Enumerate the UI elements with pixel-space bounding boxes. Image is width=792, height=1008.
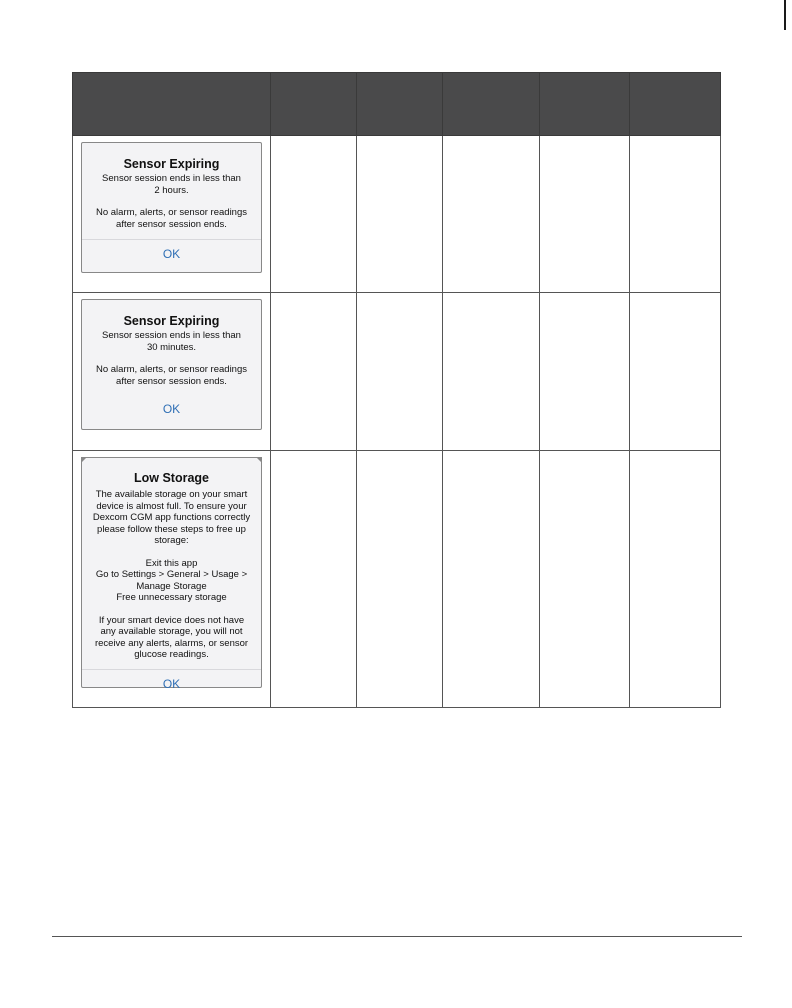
table-cell — [271, 293, 357, 451]
table-cell — [540, 293, 630, 451]
table-row — [73, 451, 721, 708]
table-cell — [271, 451, 357, 708]
table-cell — [443, 451, 540, 708]
warning-line: receive any alerts, alarms, or sensor — [94, 637, 249, 649]
table-cell — [630, 451, 721, 708]
crop-mark — [784, 0, 786, 30]
ok-button[interactable]: OK — [162, 676, 181, 691]
alerts-table — [72, 72, 721, 708]
table-header-row — [73, 73, 721, 136]
header-cell-4 — [443, 73, 540, 136]
notice-line: No alarm, alerts, or sensor readings — [95, 364, 247, 375]
warning-line: If your smart device does not have — [98, 614, 245, 626]
table-row — [73, 136, 721, 293]
step-line: Go to Settings > General > Usage > — [95, 569, 248, 580]
warning-line: glucose readings. — [134, 649, 209, 660]
message-line: Dexcom CGM app functions correctly — [92, 512, 251, 523]
notice-line: No alarm, alerts, or sensor readings — [95, 207, 247, 218]
table-cell — [357, 293, 443, 451]
table-cell — [630, 136, 721, 293]
ok-button[interactable]: OK — [162, 402, 181, 416]
alert-screenshot-cell — [73, 451, 271, 708]
step-line: Free unnecessary storage — [116, 592, 227, 603]
message-line: please follow these steps to free up — [97, 523, 246, 535]
message-line: 30 minutes. — [146, 341, 197, 353]
header-cell-3 — [357, 73, 443, 136]
alert-screenshot-cell — [73, 293, 271, 451]
table-cell — [630, 293, 721, 451]
notice-line: after sensor session ends. — [116, 218, 227, 230]
header-cell-6 — [630, 73, 721, 136]
table-cell — [540, 451, 630, 708]
header-cell-2 — [271, 73, 357, 136]
step-line: Exit this app — [145, 557, 198, 569]
sensor-expiring-30m-dialog — [81, 299, 262, 430]
message-line: 2 hours. — [154, 184, 189, 196]
dialog-title: Sensor Expiring — [123, 314, 220, 328]
low-storage-dialog — [81, 457, 262, 691]
dialog-title: Low Storage — [133, 471, 209, 485]
message-line: storage: — [154, 535, 189, 546]
warning-line: any available storage, you will not — [100, 626, 243, 637]
table-cell — [357, 136, 443, 293]
table-row — [73, 293, 721, 451]
ok-button[interactable]: OK — [162, 247, 181, 261]
sensor-expiring-2h-dialog — [81, 142, 262, 273]
alert-screenshot-cell — [73, 136, 271, 293]
message-line: Sensor session ends in less than — [102, 173, 241, 184]
table-cell — [443, 136, 540, 293]
notice-line: after sensor session ends. — [116, 375, 227, 387]
message-line: Sensor session ends in less than — [102, 330, 241, 341]
header-cell-1 — [73, 73, 271, 136]
dialog-message — [82, 173, 261, 230]
message-line: device is almost full. To ensure your — [96, 500, 247, 512]
dialog-message — [82, 330, 261, 387]
table-cell — [443, 293, 540, 451]
table-cell — [357, 451, 443, 708]
table-cell — [271, 136, 357, 293]
step-line: Manage Storage — [136, 580, 207, 592]
table-cell — [540, 136, 630, 293]
footer-rule — [52, 936, 742, 937]
header-cell-5 — [540, 73, 630, 136]
dialog-message — [82, 489, 261, 661]
dialog-title: Sensor Expiring — [123, 157, 220, 171]
message-line: The available storage on your smart — [95, 489, 248, 500]
